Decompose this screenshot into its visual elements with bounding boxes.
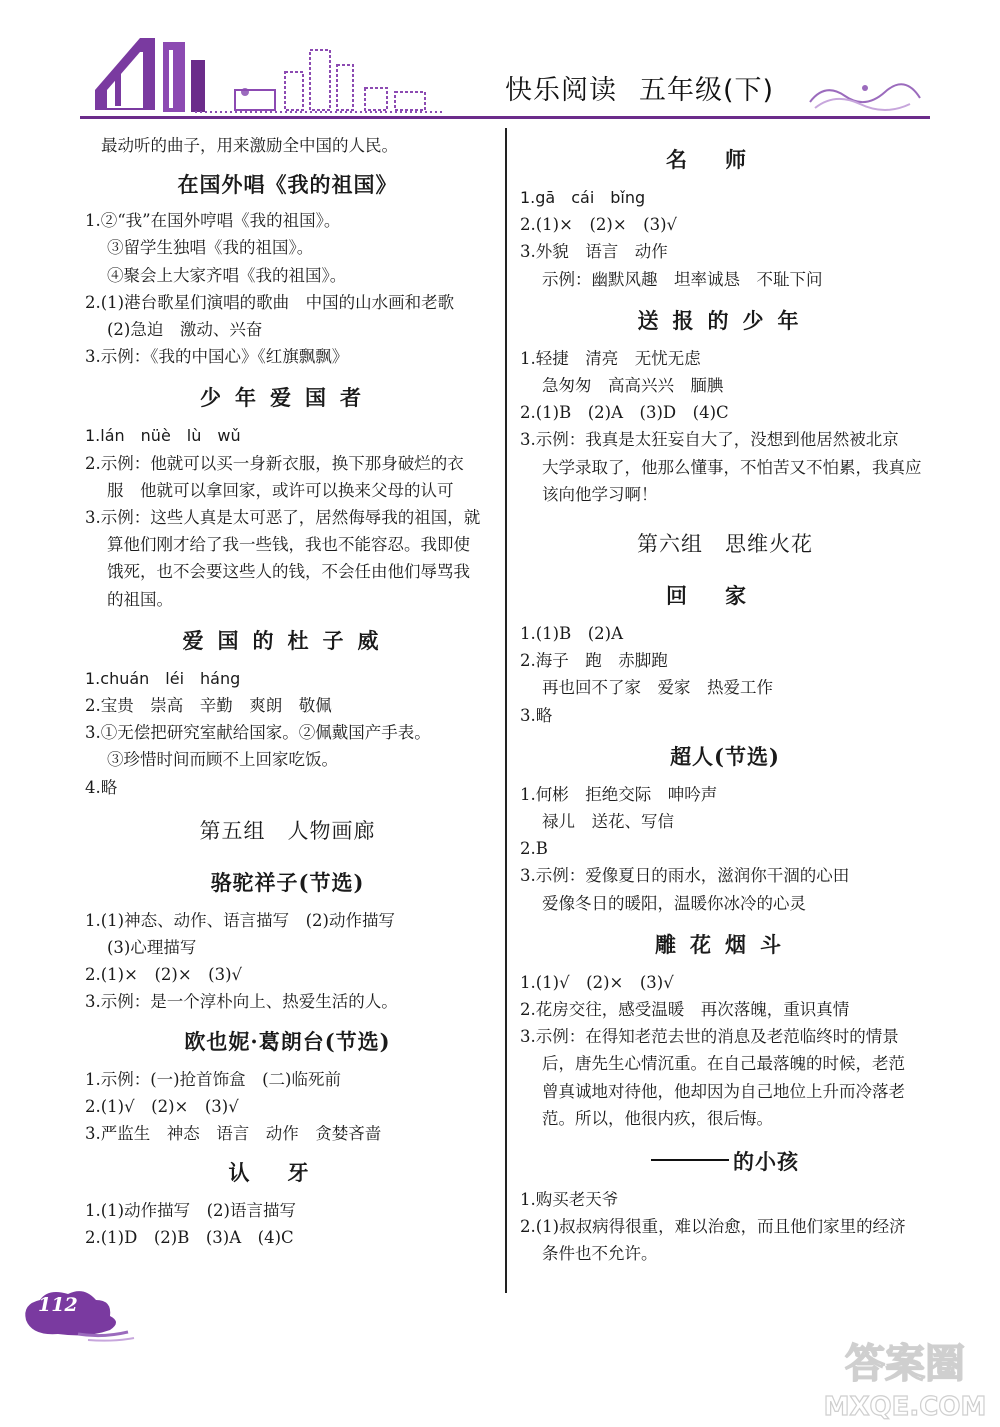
section-title: 认牙	[228, 1160, 347, 1186]
answer-line: 范。所以，他很内疚，很后悔。	[542, 1108, 773, 1128]
answer-line: 1.轻捷 清亮 无忧无虑	[520, 348, 701, 368]
left-column	[85, 130, 490, 1252]
intro-line: 最动听的曲子，用来激励全中国的人民。	[101, 136, 398, 155]
answer-line: 3.严监生 神态 语言 动作 贪婪吝啬	[85, 1124, 382, 1144]
section-title: 名师	[666, 147, 784, 172]
answer-line: 3.示例：这些人真是太可恶了，居然侮辱我的祖国，就	[85, 508, 481, 528]
answer-line: 1.lán nüè lù wǔ	[85, 426, 241, 446]
answer-line: 1.(1)动作描写 (2)语言描写	[85, 1201, 296, 1221]
section-title: 超人(节选)	[670, 743, 780, 769]
page-number-cloud-icon	[18, 1282, 138, 1342]
answer-line: 条件也不允许。	[542, 1244, 658, 1264]
section-body	[85, 665, 490, 801]
answer-line: 2.海子 跑 赤脚跑	[520, 651, 668, 671]
answer-line: 3.示例：是一个淳朴向上、热爱生活的人。	[85, 992, 398, 1012]
answer-line: 爱像冬日的暖阳，温暖你冰冷的心灵	[542, 893, 806, 913]
section-body	[85, 1197, 490, 1251]
group-title: 第五组 人物画廊	[199, 818, 376, 843]
answer-line: 曾真诚地对待他，他却因为自己地位上升而冷落老	[542, 1081, 905, 1101]
section-title-text: 的小孩	[733, 1149, 799, 1175]
answer-line: 1.(1)神态、动作、语言描写 (2)动作描写	[85, 910, 395, 930]
section-body	[520, 1186, 930, 1268]
section-body	[85, 1066, 490, 1148]
answer-line: 1.②“我”在国外哼唱《我的祖国》。	[85, 211, 341, 231]
section-body	[520, 781, 930, 917]
answer-line: 饿死，也不会要这些人的钱，不会任由他们辱骂我	[107, 562, 470, 582]
section-title: 爱国的杜子威	[182, 627, 393, 653]
header-rule	[80, 116, 930, 119]
answer-line: 2.花房交往，感受温暖 再次落魄，重识真情	[520, 1000, 850, 1020]
section-body	[520, 620, 930, 729]
answer-line: 算他们刚才给了我一些钱，我也不能容忍。我即使	[107, 535, 470, 555]
fill-blank	[651, 1159, 729, 1161]
answer-line: 1.gā cái bǐng	[520, 188, 646, 207]
answer-line: 2.(1)× (2)× (3)√	[85, 965, 243, 985]
section-title: 回家	[666, 583, 784, 609]
answer-line: 急匆匆 高高兴兴 腼腆	[542, 376, 724, 396]
answer-line: 3.示例：在得知老范去世的消息及老范临终时的情景	[520, 1027, 899, 1047]
answer-line: (3)心理描写	[107, 938, 197, 958]
answer-line: 4.略	[85, 777, 118, 797]
answer-line: 3.示例：《我的中国心》《红旗飘飘》	[85, 347, 349, 367]
group-title: 第六组 思维火花	[637, 532, 813, 557]
section-title: 送报的少年	[637, 307, 813, 333]
answer-line: 2.B	[520, 839, 548, 859]
answer-line: 示例：幽默风趣 坦率诚恳 不耻下问	[542, 269, 823, 289]
section-title: 少年爱国者	[200, 385, 375, 411]
answer-line: 禄儿 送花、写信	[542, 812, 674, 832]
swirl-decoration-icon	[805, 78, 925, 112]
city-logo-icon	[85, 30, 445, 116]
answer-line: 后，唐先生心情沉重。在自己最落魄的时候，老范	[542, 1054, 905, 1074]
page-number: 112	[38, 1294, 78, 1316]
book-name: 快乐阅读	[505, 75, 617, 106]
answer-line: 3.示例：我真是太狂妄自大了，没想到他居然被北京	[520, 430, 899, 450]
section-title: 在国外唱《我的祖国》	[177, 172, 398, 198]
answer-line: 2.(1)B (2)A (3)D (4)C	[520, 403, 729, 423]
watermark-top: 答案圈	[845, 1341, 965, 1387]
answer-line: 1.chuán léi háng	[85, 668, 241, 688]
section-body	[85, 422, 490, 612]
answer-line: 大学录取了，他那么懂事，不怕苦又不怕累，我真应	[542, 457, 922, 477]
answer-line: 服 他就可以拿回家，或许可以换来父母的认可	[107, 480, 454, 500]
page-header	[0, 0, 1000, 135]
answer-line: 3.略	[520, 705, 553, 725]
answer-line: 3.①无偿把研究室献给国家。②佩戴国产手表。	[85, 723, 431, 743]
answer-line: 1.购买老天爷	[520, 1190, 619, 1210]
answer-line: ④聚会上大家齐唱《我的祖国》。	[107, 265, 347, 285]
watermark-logo	[815, 1325, 995, 1425]
answer-line: 再也回不了家 爱家 热爱工作	[542, 678, 773, 698]
answer-line: 2.示例：他就可以买一身新衣服，换下那身破烂的衣	[85, 453, 464, 473]
answer-line: 该向他学习啊！	[542, 484, 658, 504]
answer-line: ③珍惜时间而顾不上回家吃饭。	[107, 750, 338, 770]
header-title	[505, 68, 796, 107]
answer-line: 2.(1)√ (2)× (3)√	[85, 1096, 239, 1116]
answer-line: 2.宝贵 崇高 辛勤 爽朗 敬佩	[85, 696, 332, 716]
answer-line: (2)急迫 激动、兴奋	[107, 320, 263, 340]
section-title: 骆驼祥子(节选)	[210, 869, 365, 895]
answer-line: 的祖国。	[107, 589, 173, 609]
section-body	[520, 345, 930, 508]
watermark-bottom: MXQE.COM	[823, 1392, 987, 1422]
answer-line: 2.(1)D (2)B (3)A (4)C	[85, 1228, 294, 1248]
column-divider	[505, 128, 507, 1293]
answer-line: 2.(1)叔叔病得很重，难以治愈，而且他们家里的经济	[520, 1217, 906, 1237]
answer-line: 2.(1)港台歌星们演唱的歌曲 中国的山水画和老歌	[85, 292, 455, 312]
section-body	[520, 184, 930, 293]
section-title	[520, 1150, 930, 1174]
grade-label: 五年级(下)	[639, 75, 775, 106]
section-title: 雕花烟斗	[655, 931, 795, 957]
answer-line: ③留学生独唱《我的祖国》。	[107, 238, 314, 258]
section-body	[520, 969, 930, 1132]
answer-line: 1.(1)√ (2)× (3)√	[520, 972, 674, 992]
answer-line: 3.示例：爱像夏日的雨水，滋润你干涸的心田	[520, 866, 850, 886]
answer-line: 1.(1)B (2)A	[520, 624, 624, 644]
answer-line: 3.外貌 语言 动作	[520, 242, 668, 262]
section-title: 欧也妮·葛朗台(节选)	[184, 1028, 391, 1054]
answer-line: 1.何彬 拒绝交际 呻吟声	[520, 784, 718, 804]
section-body	[85, 907, 490, 1016]
section-body	[85, 207, 490, 370]
answer-line: 2.(1)× (2)× (3)√	[520, 215, 678, 235]
right-column	[520, 130, 930, 1268]
answer-line: 1.示例：(一)抢首饰盒 (二)临死前	[85, 1069, 341, 1089]
